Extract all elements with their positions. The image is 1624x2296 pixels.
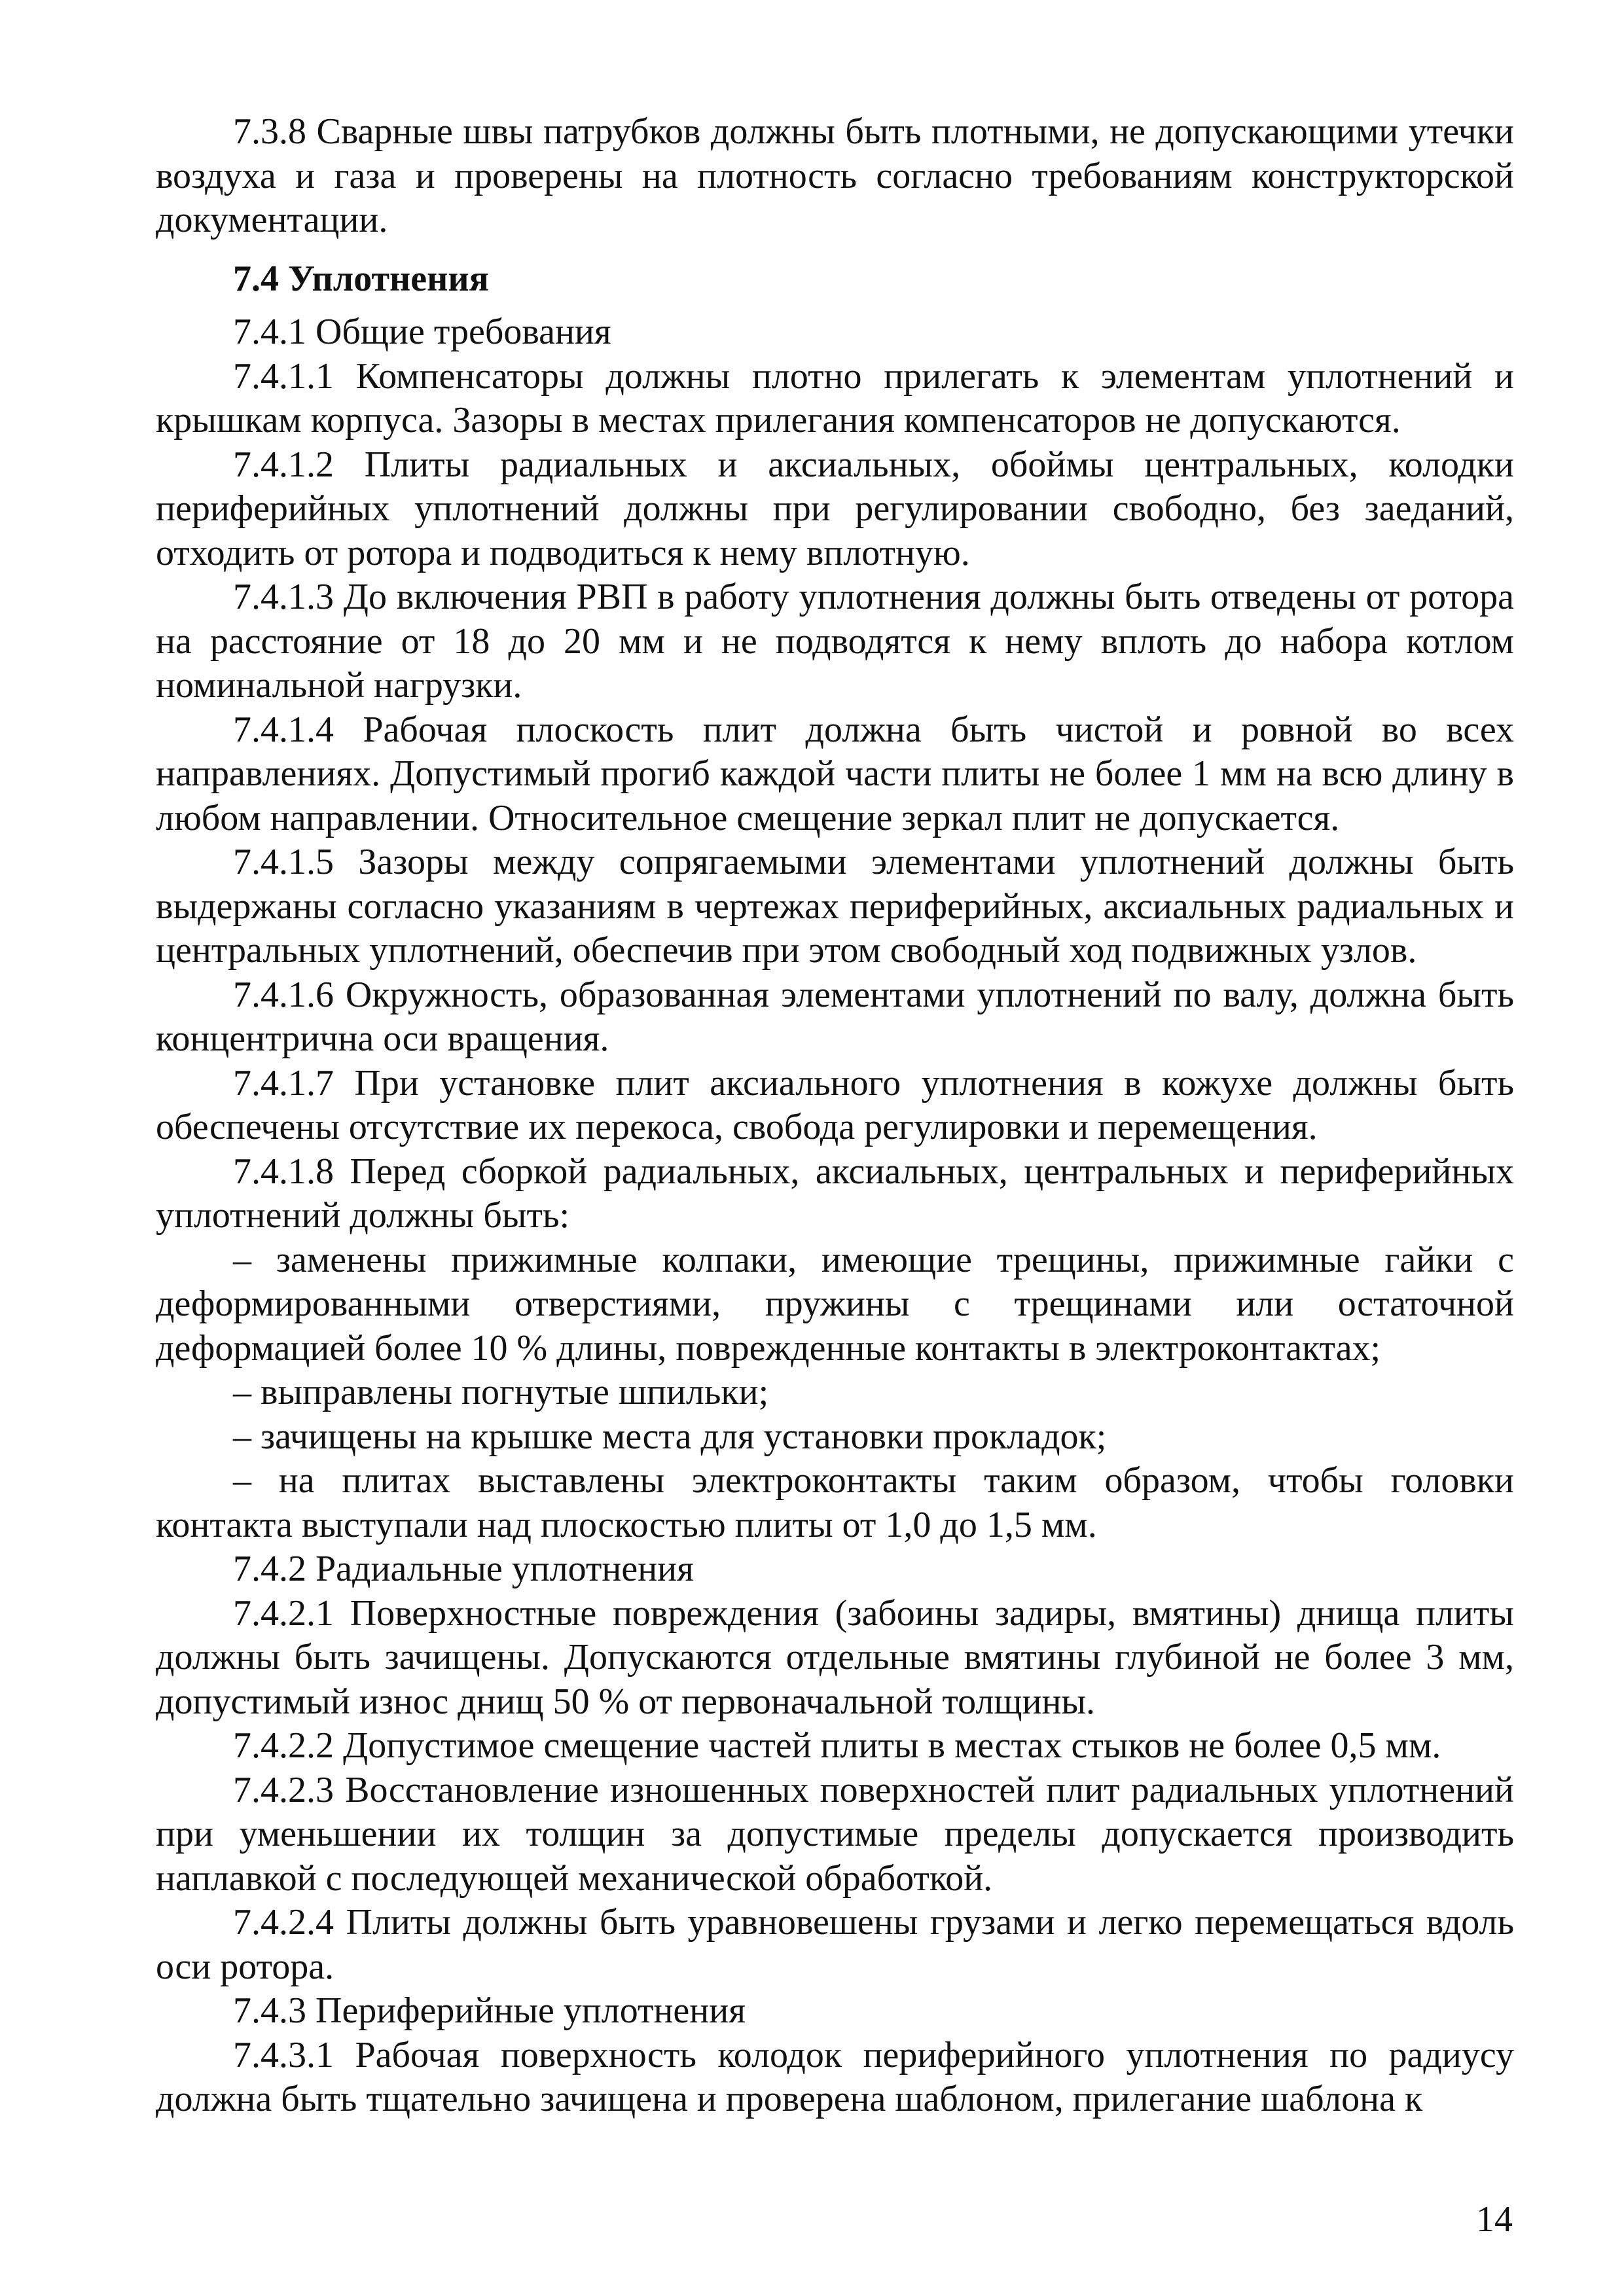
paragraph-7-3-8: 7.3.8 Сварные швы патрубков должны быть плотными, не допускающими утечки воздуха и газа и проверены на плотность согласно требованиям конструкторской документации. bbox=[156, 111, 1514, 240]
section-heading-7-4: 7.4 Уплотнения bbox=[233, 258, 489, 299]
paragraph-7-4-1-3: 7.4.1.3 До включения РВП в работу уплотнения должны быть отведены от ротора на расстояние от 18 до 20 мм и не подводятся к нему вплоть до набора котлом номинальной нагрузки. bbox=[156, 577, 1514, 706]
paragraph-7-4-1-2: 7.4.1.2 Плиты радиальных и аксиальных, обоймы центральных, колодки периферийных уплотнений должны при регулировании свободно, без заеданий, отходить от ротора и подводиться к нему вплотную. bbox=[156, 444, 1514, 573]
subsection-heading-7-4-1: 7.4.1 Общие требования bbox=[233, 312, 611, 352]
paragraph-7-4-2-4: 7.4.2.4 Плиты должны быть уравновешены грузами и легко перемещаться вдоль оси ротора. bbox=[156, 1902, 1514, 1987]
subsection-heading-7-4-2: 7.4.2 Радиальные уплотнения bbox=[233, 1549, 694, 1589]
paragraph-7-4-2-3: 7.4.2.3 Восстановление изношенных поверхностей плит радиальных уплотнений при уменьшении их толщин за допустимые пределы допускается производить наплавкой с последующей механической обработкой. bbox=[156, 1769, 1514, 1899]
page-number: 14 bbox=[1476, 2199, 1513, 2240]
paragraph-7-4-3-1: 7.4.3.1 Рабочая поверхность колодок периферийного уплотнения по радиусу должна быть тщательно зачищена и проверена шаблоном, прилегание шаблона к bbox=[156, 2034, 1514, 2119]
paragraph-7-4-2-2: 7.4.2.2 Допустимое смещение частей плиты в местах стыков не более 0,5 мм. bbox=[233, 1725, 1441, 1766]
paragraph-7-4-1-4: 7.4.1.4 Рабочая плоскость плит должна быть чистой и ровной во всех направлениях. Допустимый прогиб каждой части плиты не более 1 мм на всю длину в любом направлении. Относительное смещение зеркал плит не допускается. bbox=[156, 709, 1514, 838]
page-body bbox=[156, 110, 1514, 2122]
paragraph-7-4-1-6: 7.4.1.6 Окружность, образованная элементами уплотнений по валу, должна быть концентрична оси вращения. bbox=[156, 974, 1514, 1059]
list-item-set-contacts: – на плитах выставлены электроконтакты таким образом, чтобы головки контакта выступали над плоскостью плиты от 1,0 до 1,5 мм. bbox=[156, 1460, 1514, 1545]
paragraph-7-4-1-5: 7.4.1.5 Зазоры между сопрягаемыми элементами уплотнений должны быть выдержаны согласно указаниям в чертежах периферийных, аксиальных радиальных и центральных уплотнений, обеспечив при этом свободный ход подвижных узлов. bbox=[156, 842, 1514, 971]
paragraph-7-4-2-1: 7.4.2.1 Поверхностные повреждения (забоины задиры, вмятины) днища плиты должны быть зачищены. Допускаются отдельные вмятины глубиной не более 3 мм, допустимый износ днищ 50 % от первоначальной толщины. bbox=[156, 1592, 1514, 1722]
subsection-heading-7-4-3: 7.4.3 Периферийные уплотнения bbox=[233, 1990, 746, 2031]
paragraph-7-4-1-8: 7.4.1.8 Перед сборкой радиальных, аксиальных, центральных и периферийных уплотнений должны быть: bbox=[156, 1151, 1514, 1236]
list-item-clean-gasket-places: – зачищены на крышке места для установки прокладок; bbox=[233, 1416, 1107, 1457]
list-item-replace-caps: – заменены прижимные колпаки, имеющие трещины, прижимные гайки с деформированными отверстиями, пружины с трещинами или остаточной деформацией более 10 % длины, поврежденные контакты в электроконтактах; bbox=[156, 1239, 1514, 1369]
paragraph-7-4-1-7: 7.4.1.7 При установке плит аксиального уплотнения в кожухе должны быть обеспечены отсутствие их перекоса, свобода регулировки и перемещения. bbox=[156, 1062, 1514, 1147]
list-item-straighten-studs: – выправлены погнутые шпильки; bbox=[233, 1372, 769, 1412]
paragraph-7-4-1-1: 7.4.1.1 Компенсаторы должны плотно прилегать к элементам уплотнений и крышкам корпуса. Зазоры в местах прилегания компенсаторов не допускаются. bbox=[156, 355, 1514, 440]
